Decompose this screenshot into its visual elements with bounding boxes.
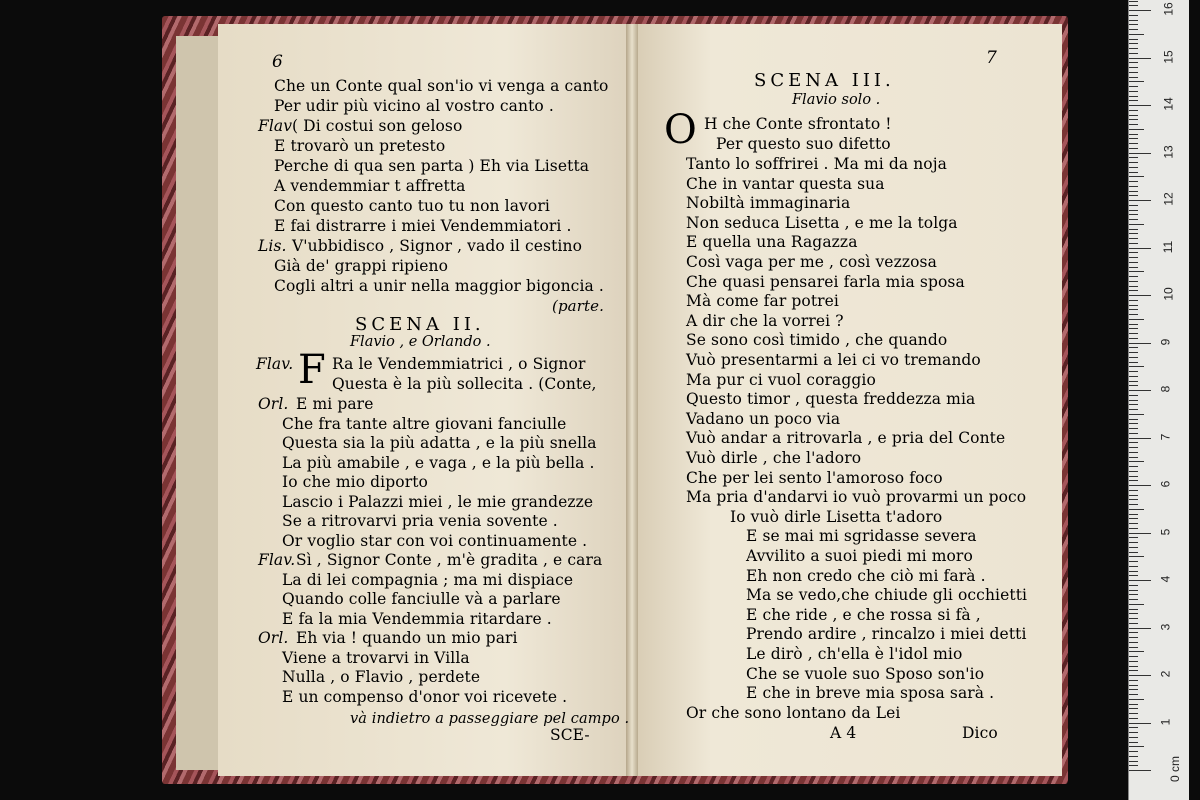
verse-line: H che Conte sfrontato !	[704, 115, 892, 133]
ruler-tick	[1129, 176, 1144, 177]
stage-direction-parte: (parte.	[552, 297, 604, 315]
ruler-tick	[1129, 637, 1138, 638]
ruler-tick	[1129, 53, 1138, 54]
ruler-tick	[1129, 675, 1151, 676]
verse-line: Prendo ardire , rincalzo i miei detti	[746, 625, 1027, 644]
verse-line: A vendemmiar t affretta	[274, 177, 466, 195]
ruler-tick	[1129, 632, 1138, 633]
ruler-tick	[1129, 699, 1144, 700]
ruler-tick	[1129, 15, 1138, 16]
catchword-right: Dico	[962, 724, 998, 742]
ruler-tick	[1129, 276, 1138, 277]
verse-line: V'ubbidisco , Signor , vado il cestino	[292, 237, 582, 255]
ruler-label: 13	[1161, 144, 1176, 159]
ruler-label: 14	[1161, 97, 1176, 111]
ruler-tick	[1129, 309, 1138, 310]
book-gutter	[626, 24, 638, 776]
ruler-tick	[1129, 499, 1138, 500]
ruler-tick	[1129, 514, 1138, 515]
verse-line: Vuò dirle , che l'adoro	[686, 449, 862, 467]
ruler-tick	[1129, 395, 1138, 396]
ruler-tick	[1129, 765, 1138, 766]
ruler-tick	[1129, 542, 1138, 543]
ruler-tick	[1129, 623, 1138, 624]
ruler-tick	[1129, 181, 1138, 182]
ruler-tick	[1129, 680, 1138, 681]
ruler-tick	[1129, 119, 1138, 120]
ruler-tick	[1129, 751, 1138, 752]
stage-direction: và indietro a passeggiare pel campo .	[350, 711, 630, 727]
ruler-tick	[1129, 81, 1144, 82]
ruler-tick	[1129, 704, 1138, 705]
ruler-tick	[1129, 5, 1138, 6]
ruler-tick	[1129, 727, 1138, 728]
ruler-tick	[1129, 718, 1138, 719]
verse-line: Nobiltà immaginaria	[686, 194, 851, 213]
ruler-tick	[1129, 129, 1144, 130]
catchword-left: SCE-	[550, 726, 590, 744]
signature-mark: A 4	[830, 724, 857, 742]
ruler-tick	[1129, 62, 1138, 63]
verse-line: Se sono così timido , che quando	[686, 331, 948, 350]
ruler-tick	[1129, 442, 1138, 443]
ruler-tick	[1129, 756, 1138, 757]
verse-line: Le dirò , ch'ella è l'idol mio	[746, 645, 963, 663]
ruler-tick	[1129, 452, 1138, 453]
ruler-tick	[1129, 761, 1138, 762]
ruler-tick	[1129, 590, 1138, 591]
ruler-tick	[1129, 594, 1138, 595]
flyleaf	[176, 36, 222, 770]
verse-line: Che in vantar questa sua	[686, 174, 885, 193]
ruler-label: 0 cm	[1168, 755, 1183, 783]
ruler-tick	[1129, 286, 1138, 287]
verse-line: A dir che la vorrei ?	[686, 311, 844, 330]
ruler-tick	[1129, 305, 1138, 306]
verse-line: E un compenso d'onor voi ricevete .	[282, 687, 568, 706]
ruler-tick	[1129, 229, 1138, 230]
ruler-tick	[1129, 685, 1138, 686]
verse-line: Avvilito a suoi piedi mi moro	[746, 547, 973, 565]
ruler-tick	[1129, 115, 1138, 116]
ruler-tick	[1129, 609, 1138, 610]
ruler-tick	[1129, 153, 1151, 154]
verse-line: Che per lei sento l'amoroso foco	[686, 468, 943, 487]
ruler-tick	[1129, 371, 1138, 372]
ruler-tick	[1129, 72, 1138, 73]
ruler-tick	[1129, 580, 1151, 581]
verse-line: E fai distrarre i miei Vendemmiatori .	[274, 217, 572, 235]
verse-line: Ma pria d'andarvi io vuò provarmi un poco	[686, 488, 1027, 507]
verse-line: La di lei compagnia ; ma mi dispiace	[282, 570, 574, 589]
speaker-label: Flav.	[258, 551, 296, 569]
verse-line: Questa sia la più adatta , e la più snella	[282, 434, 597, 452]
ruler-tick	[1129, 746, 1144, 747]
ruler-tick	[1129, 414, 1144, 415]
ruler-tick	[1129, 267, 1138, 268]
verse-line: E trovarò un pretesto	[274, 137, 446, 155]
ruler-label: 6	[1158, 480, 1173, 488]
ruler-tick	[1129, 238, 1138, 239]
ruler-tick	[1129, 571, 1138, 572]
verse-line: Se a ritrovarvi pria venia sovente .	[282, 512, 558, 530]
ruler-tick	[1129, 561, 1138, 562]
ruler-tick	[1129, 333, 1138, 334]
ruler-tick	[1129, 618, 1138, 619]
ruler-tick	[1129, 547, 1138, 548]
ruler-tick	[1129, 86, 1138, 87]
ruler-label: 3	[1158, 623, 1173, 630]
ruler-tick	[1129, 461, 1144, 462]
ruler-tick	[1129, 357, 1138, 358]
ruler-tick	[1129, 604, 1144, 605]
ruler-tick	[1129, 248, 1151, 249]
speaker-label: Flav.	[256, 355, 294, 373]
verse-line: Eh via ! quando un mio pari	[296, 629, 518, 647]
scene-characters-left: Flavio , e Orlando .	[350, 334, 491, 350]
ruler-tick	[1129, 352, 1138, 353]
ruler-tick	[1129, 537, 1138, 538]
ruler-tick	[1129, 281, 1138, 282]
ruler-tick	[1129, 628, 1151, 629]
verse-line: Cogli altri a unir nella maggior bigoncia .	[274, 277, 604, 295]
ruler-tick	[1129, 670, 1138, 671]
verse-line: E se mai mi sgridasse severa	[746, 527, 977, 546]
ruler-tick	[1129, 661, 1138, 662]
verse-line: E che ride , e che rossa si fà ,	[746, 605, 981, 624]
scene-title-right: SCENA III.	[754, 70, 895, 91]
ruler-tick	[1129, 224, 1144, 225]
ruler-tick	[1129, 552, 1138, 553]
ruler-tick	[1129, 314, 1138, 315]
ruler-tick	[1129, 262, 1138, 263]
ruler-tick	[1129, 338, 1138, 339]
ruler-tick	[1129, 343, 1151, 344]
ruler-tick	[1129, 723, 1151, 724]
ruler-label: 16	[1161, 2, 1176, 16]
verse-line: E quella una Ragazza	[686, 233, 858, 252]
ruler-tick	[1129, 34, 1144, 35]
ruler-label: 10	[1161, 287, 1176, 301]
ruler-tick	[1129, 457, 1138, 458]
ruler-tick	[1129, 466, 1138, 467]
ruler-tick	[1129, 381, 1138, 382]
ruler-label: 2	[1158, 670, 1173, 678]
verse-line: Vadano un poco via	[686, 409, 841, 428]
ruler-tick	[1129, 167, 1138, 168]
ruler-tick	[1129, 195, 1138, 196]
ruler-tick	[1129, 91, 1138, 92]
verse-line: Io che mio diporto	[282, 473, 428, 491]
verse-line: Quando colle fanciulle và a parlare	[282, 590, 561, 608]
ruler-tick	[1129, 423, 1138, 424]
verse-line: Questa è la più sollecita . (Conte,	[332, 375, 597, 393]
ruler-tick	[1129, 708, 1138, 709]
verse-line: Non seduca Lisetta , e me la tolga	[686, 213, 958, 232]
ruler-tick	[1129, 647, 1138, 648]
ruler-tick	[1129, 585, 1138, 586]
ruler-tick	[1129, 186, 1138, 187]
ruler-tick	[1129, 732, 1138, 733]
ruler-tick	[1129, 485, 1151, 486]
ruler-tick	[1129, 200, 1151, 201]
ruler-tick	[1129, 651, 1144, 652]
verse-line: Per udir più vicino al vostro canto .	[274, 97, 554, 115]
verse-line: E che in breve mia sposa sarà .	[746, 684, 995, 703]
ruler-tick	[1129, 162, 1138, 163]
verse-line: ( Di costui son geloso	[292, 117, 463, 135]
ruler-tick	[1129, 471, 1138, 472]
ruler-tick	[1129, 77, 1138, 78]
ruler-tick	[1129, 110, 1138, 111]
page-number-left: 6	[272, 52, 283, 72]
ruler-tick	[1129, 324, 1138, 325]
ruler-label: 11	[1161, 240, 1176, 253]
ruler-tick	[1129, 656, 1138, 657]
ruler-tick	[1129, 556, 1144, 557]
ruler-tick	[1129, 271, 1144, 272]
verse-line: E fa la mia Vendemmia ritardare .	[282, 609, 552, 628]
verse-line: Che se vuole suo Sposo son'io	[746, 664, 985, 683]
ruler-tick	[1129, 319, 1144, 320]
ruler-tick	[1129, 295, 1151, 296]
speaker-label: Orl.	[258, 395, 289, 413]
ruler-tick	[1129, 191, 1138, 192]
ruler-tick	[1129, 252, 1138, 253]
verse-line: Io vuò dirle Lisetta t'adoro	[730, 507, 943, 526]
ruler-tick	[1129, 495, 1138, 496]
verse-line: Ma pur ci vuol coraggio	[686, 370, 876, 389]
verse-line: Che un Conte qual son'io vi venga a canto	[274, 77, 609, 95]
verse-line: Tanto lo soffrirei . Ma mi da noja	[686, 155, 947, 173]
ruler-tick	[1129, 58, 1151, 59]
drop-cap-left: F	[298, 347, 326, 393]
scene-title-left: SCENA II.	[355, 314, 485, 335]
ruler-tick	[1129, 29, 1138, 30]
ruler-tick	[1129, 328, 1138, 329]
speaker-label: Orl.	[258, 629, 289, 647]
ruler-tick	[1129, 148, 1138, 149]
verse-line: Vuò andar a ritrovarla , e pria del Conte	[686, 429, 1006, 448]
ruler-label: 1	[1158, 718, 1173, 725]
verse-line: Vuò presentarmi a lei ci vo tremando	[686, 351, 981, 369]
measuring-ruler	[1128, 0, 1189, 800]
ruler-tick	[1129, 214, 1138, 215]
ruler-label: 15	[1161, 49, 1176, 64]
ruler-tick	[1129, 67, 1138, 68]
verse-line: La più amabile , e vaga , e la più bella .	[282, 453, 595, 472]
ruler-label: 9	[1158, 338, 1173, 345]
ruler-tick	[1129, 742, 1138, 743]
ruler-tick	[1129, 243, 1138, 244]
ruler-label: 4	[1158, 575, 1173, 583]
verse-line: Lascio i Palazzi miei , le mie grandezze	[282, 492, 594, 511]
ruler-tick	[1129, 290, 1138, 291]
ruler-tick	[1129, 509, 1144, 510]
verse-line: Perche di qua sen parta ) Eh via Lisetta	[274, 157, 590, 175]
ruler-tick	[1129, 1, 1138, 2]
ruler-tick	[1129, 157, 1138, 158]
ruler-tick	[1129, 694, 1138, 695]
ruler-tick	[1129, 219, 1138, 220]
ruler-tick	[1129, 172, 1138, 173]
ruler-tick	[1129, 528, 1138, 529]
ruler-tick	[1129, 689, 1138, 690]
ruler-label: 8	[1158, 385, 1173, 393]
ruler-tick	[1129, 713, 1138, 714]
verse-line: Così vaga per me , così vezzosa	[686, 253, 937, 271]
ruler-tick	[1129, 504, 1138, 505]
ruler-tick	[1129, 419, 1138, 420]
verse-line: E mi pare	[296, 395, 374, 413]
ruler-tick	[1129, 143, 1138, 144]
verse-line: Nulla , o Flavio , perdete	[282, 668, 481, 686]
ruler-tick	[1129, 300, 1138, 301]
ruler-tick	[1129, 376, 1138, 377]
speaker-label: Flav	[258, 117, 293, 135]
verse-line: Or voglio star con voi continuamente .	[282, 531, 588, 550]
verse-line: Questo timor , questa freddezza mia	[686, 390, 976, 409]
ruler-tick	[1129, 390, 1151, 391]
ruler-tick	[1129, 105, 1151, 106]
page-number-right: 7	[986, 48, 997, 68]
ruler-tick	[1129, 48, 1138, 49]
ruler-tick	[1129, 666, 1138, 667]
verse-line: Che fra tante altre giovani fanciulle	[282, 414, 567, 433]
ruler-label: 5	[1158, 528, 1173, 535]
ruler-label: 7	[1158, 433, 1173, 440]
ruler-tick	[1129, 96, 1138, 97]
ruler-tick	[1129, 10, 1151, 11]
ruler-tick	[1129, 523, 1138, 524]
ruler-tick	[1129, 490, 1138, 491]
ruler-tick	[1129, 138, 1138, 139]
ruler-tick	[1129, 39, 1138, 40]
ruler-tick	[1129, 233, 1138, 234]
ruler-tick	[1129, 566, 1138, 567]
ruler-tick	[1129, 257, 1138, 258]
verse-line: Eh non credo che ciò mi farà .	[746, 566, 986, 585]
ruler-tick	[1129, 404, 1138, 405]
ruler-tick	[1129, 20, 1138, 21]
ruler-tick	[1129, 347, 1138, 348]
ruler-tick	[1129, 134, 1138, 135]
ruler-label: 12	[1161, 192, 1176, 206]
ruler-tick	[1129, 362, 1138, 363]
ruler-tick	[1129, 575, 1138, 576]
verse-line: Già de' grappi ripieno	[274, 257, 449, 275]
ruler-tick	[1129, 518, 1138, 519]
ruler-tick	[1129, 433, 1138, 434]
ruler-tick	[1129, 366, 1144, 367]
ruler-tick	[1129, 43, 1138, 44]
ruler-tick	[1129, 100, 1138, 101]
ruler-tick	[1129, 533, 1151, 534]
verse-line: Mà come far potrei	[686, 292, 839, 311]
ruler-tick	[1129, 642, 1138, 643]
ruler-tick	[1129, 400, 1138, 401]
ruler-tick	[1129, 613, 1138, 614]
speaker-label: Lis.	[258, 237, 287, 255]
ruler-tick	[1129, 409, 1138, 410]
ruler-tick	[1129, 124, 1138, 125]
ruler-tick	[1129, 428, 1138, 429]
scene-characters-right: Flavio solo .	[792, 92, 881, 108]
verse-line: Or che sono lontano da Lei	[686, 703, 901, 722]
ruler-tick	[1129, 770, 1151, 771]
verse-line: Viene a trovarvi in Villa	[282, 648, 470, 667]
drop-cap-right: O	[664, 107, 697, 153]
verse-line: Con questo canto tuo tu non lavori	[274, 197, 550, 215]
ruler-tick	[1129, 480, 1138, 481]
verse-line: Che quasi pensarei farla mia sposa	[686, 272, 965, 291]
ruler-tick	[1129, 210, 1138, 211]
ruler-tick	[1129, 438, 1151, 439]
ruler-tick	[1129, 737, 1138, 738]
ruler-tick	[1129, 447, 1138, 448]
ruler-tick	[1129, 599, 1138, 600]
verse-line: Ma se vedo,che chiude gli occhietti	[746, 586, 1028, 605]
ruler-tick	[1129, 385, 1138, 386]
verse-line: Sì , Signor Conte , m'è gradita , e cara	[296, 551, 603, 569]
ruler-tick	[1129, 24, 1138, 25]
ruler-tick	[1129, 205, 1138, 206]
ruler-tick	[1129, 476, 1138, 477]
verse-line: Ra le Vendemmiatrici , o Signor	[332, 355, 586, 373]
verse-line: Per questo suo difetto	[716, 135, 891, 153]
